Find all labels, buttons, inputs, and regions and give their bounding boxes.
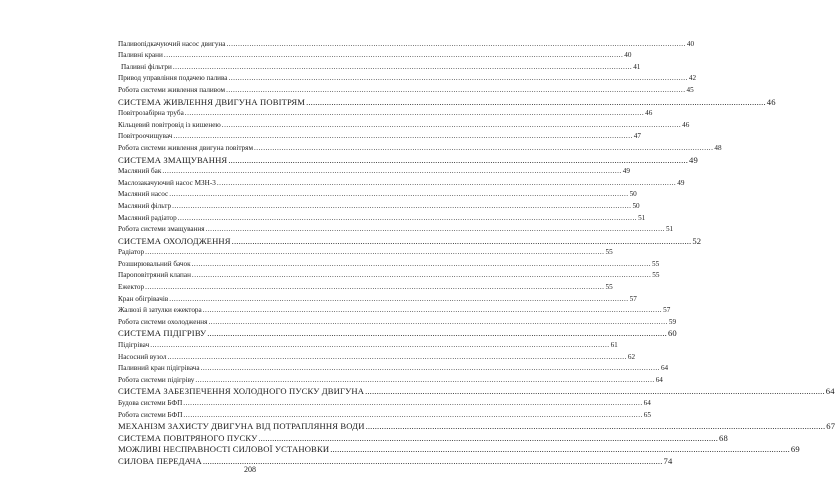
toc-entry: [118, 72, 697, 84]
toc-dot-leader: ........................................................................................................................................................................................................: [330, 444, 790, 455]
toc-entry-page: 55: [605, 248, 613, 257]
toc-entry-page: 45: [686, 85, 694, 94]
toc-dot-leader: ........................................................................................................................................................................................................: [200, 364, 660, 373]
toc-entry: [118, 362, 669, 374]
toc-dot-leader: ........................................................................................................................................................................................................: [162, 167, 622, 176]
toc-dot-leader: ........................................................................................................................................................................................................: [228, 154, 688, 165]
toc-entry-title: Підігрівач: [118, 341, 150, 350]
toc-entry-title: Масляний насос: [118, 190, 169, 199]
toc-entry-title: Паливні фільтри: [121, 62, 172, 71]
toc-entry-page: 52: [692, 235, 702, 246]
toc-entry: [118, 373, 663, 385]
toc-entry-page: 55: [652, 271, 660, 280]
toc-entry: [118, 60, 641, 72]
toc-entry-page: 60: [667, 328, 677, 339]
toc-entry-title: Маслозакачуючий насос МЗН-3: [118, 178, 216, 187]
toc-dot-leader: ........................................................................................................................................................................................................: [150, 341, 610, 350]
toc-entry-title: Повітроочищувач: [118, 132, 173, 141]
toc-dot-leader: ........................................................................................................................................................................................................: [191, 271, 652, 280]
toc-entry-title: СИЛОВА ПЕРЕДАЧА: [118, 455, 202, 466]
toc-entry: [118, 107, 653, 119]
toc-dot-leader: ........................................................................................................................................................................................................: [145, 248, 605, 257]
toc-entry-page: 67: [826, 421, 835, 432]
toc-entry-page: 50: [632, 201, 640, 210]
toc-dot-leader: ........................................................................................................................................................................................................: [167, 352, 627, 361]
toc-entry-page: 74: [663, 455, 673, 466]
toc-entry: [118, 257, 660, 269]
toc-dot-leader: ........................................................................................................................................................................................................: [226, 85, 686, 94]
toc-dot-leader: ........................................................................................................................................................................................................: [195, 375, 655, 384]
toc-entry-page: 46: [766, 96, 776, 107]
toc-dot-leader: ........................................................................................................................................................................................................: [202, 306, 663, 315]
toc-entry-page: 69: [790, 444, 800, 455]
toc-entry: [118, 118, 690, 130]
toc-entry-title: Робота системи підігріву: [118, 375, 195, 384]
toc-entry-page: 64: [660, 364, 669, 373]
toc-entry-title: СИСТЕМА ОХОЛОДЖЕННЯ: [118, 235, 231, 246]
toc-section-heading: [118, 420, 835, 432]
toc-entry-page: 50: [629, 190, 637, 199]
toc-entry: [118, 199, 640, 211]
toc-section-heading: [118, 234, 702, 246]
toc-entry-title: СИСТЕМА ПОВІТРЯНОГО ПУСКУ: [118, 432, 258, 443]
toc-section-heading: [118, 385, 835, 397]
toc-dot-leader: ........................................................................................................................................................................................................: [207, 328, 667, 339]
table-of-contents: [118, 37, 835, 466]
toc-dot-leader: ........................................................................................................................................................................................................: [145, 283, 605, 292]
toc-entry: [118, 246, 613, 258]
toc-entry-title: Масляний радіатор: [118, 213, 177, 222]
toc-entry-title: Радіатор: [118, 248, 145, 257]
toc-dot-leader: ........................................................................................................................................................................................................: [172, 201, 632, 210]
toc-entry-title: Насосний вузол: [118, 352, 167, 361]
toc-dot-leader: ........................................................................................................................................................................................................: [221, 120, 682, 129]
toc-dot-leader: ........................................................................................................................................................................................................: [208, 317, 668, 326]
toc-entry-title: СИСТЕМА ПІДІГРІВУ: [118, 328, 207, 339]
toc-dot-leader: ........................................................................................................................................................................................................: [226, 39, 686, 48]
toc-entry: [118, 188, 637, 200]
toc-entry-page: 64: [825, 386, 835, 397]
toc-entry: [118, 83, 694, 95]
toc-entry-title: Кран обігрівачів: [118, 294, 169, 303]
toc-entry: [118, 211, 646, 223]
toc-entry: [118, 37, 695, 49]
toc-entry-page: 64: [655, 375, 663, 384]
toc-entry-page: 51: [665, 225, 674, 234]
page-number: 208: [244, 465, 256, 474]
toc-dot-leader: ........................................................................................................................................................................................................: [169, 190, 629, 199]
toc-dot-leader: ........................................................................................................................................................................................................: [258, 432, 719, 443]
toc-entry-page: 55: [605, 283, 613, 292]
toc-entry-title: СИСТЕМА ЗМАЩУВАННЯ: [118, 154, 228, 165]
toc-entry-title: Кільцевий повітровід із кишенею: [118, 120, 221, 129]
toc-dot-leader: ........................................................................................................................................................................................................: [365, 386, 825, 397]
toc-section-heading: [118, 153, 698, 165]
toc-entry-page: 46: [645, 109, 653, 118]
toc-entry-page: 51: [638, 213, 646, 222]
toc-entry-title: МОЖЛИВІ НЕСПРАВНОСТІ СИЛОВОЇ УСТАНОВКИ: [118, 444, 330, 455]
toc-entry-page: 47: [633, 132, 641, 141]
toc-entry-page: 61: [610, 341, 618, 350]
toc-entry-title: Робота системи охолодження: [118, 317, 208, 326]
toc-entry-title: Паливний кран підігрівача: [118, 364, 200, 373]
toc-entry-page: 41: [633, 62, 641, 71]
toc-entry-page: 57: [663, 306, 671, 315]
toc-entry-title: Робота системи БФП: [118, 410, 183, 419]
toc-entry-page: 46: [682, 120, 690, 129]
toc-entry: [118, 165, 630, 177]
toc-entry: [118, 304, 671, 316]
toc-entry-page: 57: [629, 294, 637, 303]
toc-entry-page: 49: [677, 178, 685, 187]
toc-entry: [118, 141, 722, 153]
toc-dot-leader: ........................................................................................................................................................................................................: [183, 399, 643, 407]
toc-entry-page: 48: [714, 143, 722, 152]
toc-section-heading: [118, 431, 728, 443]
toc-section-heading: [118, 327, 677, 339]
toc-entry: [118, 338, 618, 350]
toc-dot-leader: ........................................................................................................................................................................................................: [231, 235, 692, 246]
toc-dot-leader: ........................................................................................................................................................................................................: [191, 259, 651, 268]
toc-dot-leader: ........................................................................................................................................................................................................: [228, 74, 688, 83]
toc-entry-title: СИСТЕМА ЖИВЛЕННЯ ДВИГУНА ПОВІТРЯМ: [118, 96, 306, 107]
toc-dot-leader: ........................................................................................................................................................................................................: [172, 62, 633, 71]
toc-entry-page: 64: [643, 399, 651, 407]
toc-entry-title: Повітрозабірна труба: [118, 109, 184, 118]
toc-section-heading: [118, 95, 776, 107]
toc-entry-page: 40: [686, 39, 695, 48]
toc-entry-title: Пароповітряний клапан: [118, 271, 191, 280]
toc-entry-page: 65: [643, 410, 651, 419]
toc-dot-leader: ........................................................................................................................................................................................................: [177, 213, 638, 222]
toc-entry-title: Будова системи БФП: [118, 399, 183, 407]
toc-entry-page: 55: [651, 259, 660, 268]
toc-entry: [118, 292, 637, 304]
toc-entry: [118, 315, 677, 327]
toc-dot-leader: ........................................................................................................................................................................................................: [205, 225, 665, 234]
toc-entry-title: Паливопідкачуючий насос двигуна: [118, 39, 226, 48]
toc-section-heading: [118, 443, 800, 455]
toc-entry-page: 68: [719, 432, 728, 443]
toc-dot-leader: ........................................................................................................................................................................................................: [163, 51, 624, 60]
toc-entry-page: 40: [624, 51, 632, 60]
toc-dot-leader: ........................................................................................................................................................................................................: [184, 109, 645, 118]
toc-entry: [118, 280, 613, 292]
toc-entry: [118, 223, 674, 235]
toc-dot-leader: ........................................................................................................................................................................................................: [202, 455, 663, 466]
toc-entry: [118, 396, 651, 408]
toc-entry: [118, 269, 660, 281]
toc-entry-title: Робота системи змащування: [118, 225, 205, 234]
toc-entry-page: 49: [689, 154, 698, 165]
toc-entry-page: 42: [688, 74, 697, 83]
toc-dot-leader: ........................................................................................................................................................................................................: [173, 132, 633, 141]
toc-dot-leader: ........................................................................................................................................................................................................: [365, 421, 826, 432]
toc-entry-title: Масляний бак: [118, 167, 162, 176]
toc-entry: [118, 350, 636, 362]
toc-entry-title: Робота системи живлення двигуна повітрям: [118, 143, 253, 152]
toc-dot-leader: ........................................................................................................................................................................................................: [169, 294, 629, 303]
toc-entry: [118, 408, 651, 420]
toc-entry-title: МЕХАНІЗМ ЗАХИСТУ ДВИГУНА ВІД ПОТРАПЛЯННЯ ВОДИ: [118, 421, 365, 432]
toc-entry-title: Робота системи живлення паливом: [118, 85, 226, 94]
toc-entry-title: Жалюзі й затулки ежектора: [118, 306, 202, 315]
toc-entry-page: 59: [668, 317, 677, 326]
toc-entry-title: СИСТЕМА ЗАБЕЗПЕЧЕННЯ ХОЛОДНОГО ПУСКУ ДВИГУНА: [118, 386, 365, 397]
toc-dot-leader: ........................................................................................................................................................................................................: [216, 178, 677, 187]
toc-entry-title: Розширювальний бачок: [118, 259, 191, 268]
toc-entry-page: 49: [622, 167, 630, 176]
toc-entry-title: Масляний фільтр: [118, 201, 172, 210]
toc-entry-title: Привод управління подачею палива: [118, 74, 228, 83]
toc-entry-page: 62: [627, 352, 636, 361]
toc-entry: [118, 130, 641, 142]
toc-dot-leader: ........................................................................................................................................................................................................: [254, 143, 714, 152]
toc-entry: [118, 49, 632, 61]
toc-entry: [118, 176, 685, 188]
toc-entry-title: Ежектор: [118, 283, 145, 292]
toc-entry-title: Паливні крани: [118, 51, 163, 60]
toc-dot-leader: ........................................................................................................................................................................................................: [183, 410, 643, 419]
toc-dot-leader: ........................................................................................................................................................................................................: [306, 96, 766, 107]
